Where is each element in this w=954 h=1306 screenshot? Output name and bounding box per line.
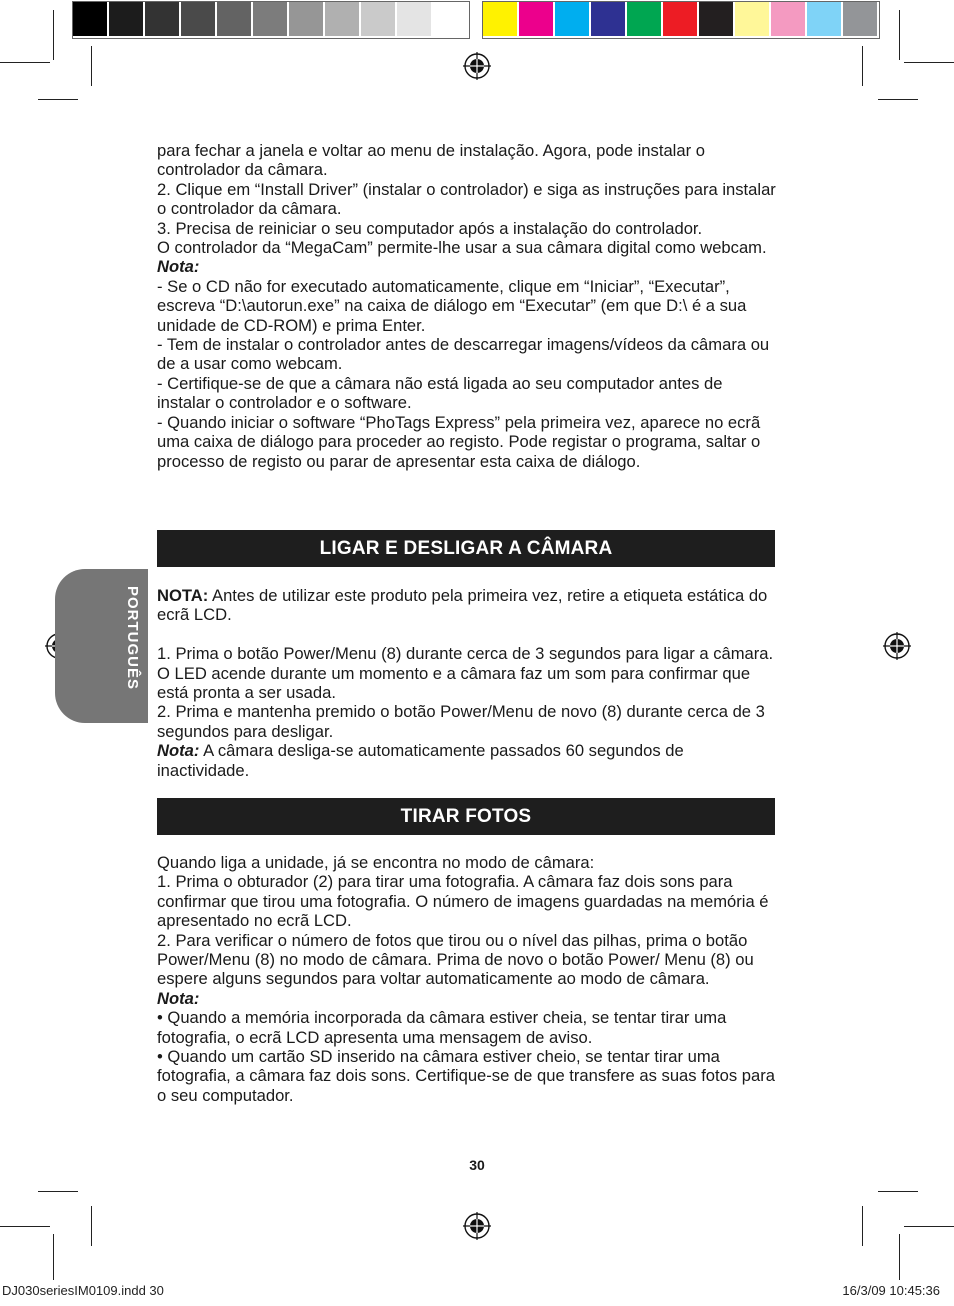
- gray-swatch: [361, 2, 395, 36]
- section-power-text: [157, 586, 777, 780]
- note-label: Nota:: [157, 988, 200, 1008]
- crop-mark: [0, 62, 50, 63]
- color-swatch: [807, 2, 841, 36]
- crop-mark: [899, 10, 900, 60]
- crop-mark: [53, 10, 54, 60]
- paragraph: - Se o CD não for executado automaticamente, clique em “Iniciar”, “Executar”, escreva “D:\autorun.exe” na caixa de diálogo em “Executar” (em que D:\ é a sua unidade de CD-ROM) e prima Enter.: [157, 276, 747, 335]
- gray-swatch: [325, 2, 359, 36]
- paragraph: - Tem de instalar o controlador antes de descarregar imagens/vídeos da câmara ou de a usar como webcam.: [157, 335, 770, 374]
- color-swatch: [483, 2, 517, 36]
- note-label: Nota:: [157, 741, 200, 761]
- section-heading-power: LIGAR E DESLIGAR A CÂMARA: [157, 530, 775, 567]
- gray-swatch: [397, 2, 431, 36]
- registration-mark-icon: [463, 52, 491, 80]
- note-label: Nota:: [157, 257, 200, 277]
- crop-mark: [899, 1234, 900, 1280]
- paragraph: 2. Prima e mantenha premido o botão Power/Menu de novo (8) durante cerca de 3 segundos para desligar.: [157, 702, 765, 741]
- color-calibration-bar: [482, 1, 880, 39]
- color-swatch: [843, 2, 877, 36]
- grayscale-calibration-bar: [72, 1, 470, 39]
- color-swatch: [699, 2, 733, 36]
- paragraph: para fechar a janela e voltar ao menu de instalação. Agora, pode instalar o controlador da câmara.: [157, 141, 705, 180]
- crop-mark: [38, 99, 78, 100]
- crop-mark: [904, 1226, 954, 1227]
- crop-mark: [878, 99, 918, 100]
- section-photos-text: [157, 853, 777, 1105]
- paragraph: 3. Precisa de reiniciar o seu computador após a instalação do controlador.: [157, 218, 703, 238]
- gray-swatch: [217, 2, 251, 36]
- paragraph: • Quando a memória incorporada da câmara estiver cheia, se tentar tirar uma fotografia, o ecrã LCD apresenta uma mensagem de aviso.: [157, 1008, 727, 1047]
- section-heading-photos: TIRAR FOTOS: [157, 798, 775, 835]
- crop-mark: [0, 1226, 50, 1227]
- paragraph: - Quando iniciar o software “PhoTags Express” pela primeira vez, aparece no ecrã uma caixa de diálogo para proceder ao registo. Pode registar o programa, saltar o processo de registo ou parar de apresentar esta caixa de diálogo.: [157, 412, 761, 471]
- crop-mark: [91, 46, 92, 86]
- footer-filename: DJ030seriesIM0109.indd 30: [2, 1283, 164, 1298]
- paragraph: - Certifique-se de que a câmara não está ligada ao seu computador antes de instalar o controlador e o software.: [157, 373, 723, 413]
- nota-text: Antes de utilizar este produto pela primeira vez, retire a etiqueta estática do ecrã LCD.: [157, 586, 768, 625]
- gray-swatch: [289, 2, 323, 36]
- page-number: 30: [469, 1157, 485, 1173]
- paragraph: • Quando um cartão SD inserido na câmara estiver cheio, se tentar tirar uma fotografia, a câmara faz dois sons. Certifique-se de que transfere as suas fotos para o seu computador.: [157, 1047, 775, 1105]
- crop-mark: [53, 1234, 54, 1280]
- crop-mark: [862, 1206, 863, 1246]
- crop-mark: [862, 46, 863, 86]
- paragraph: 1. Prima o botão Power/Menu (8) durante cerca de 3 segundos para ligar a câmara. O LED acende durante um momento e a câmara faz um som para confirmar que está pronta a ser usada.: [157, 644, 774, 703]
- crop-mark: [904, 62, 954, 63]
- language-side-tab-label: PORTUGUÊS: [124, 586, 141, 691]
- color-swatch: [555, 2, 589, 36]
- color-swatch: [627, 2, 661, 36]
- crop-mark: [91, 1206, 92, 1246]
- color-swatch: [735, 2, 769, 36]
- registration-mark-icon: [883, 632, 911, 660]
- gray-swatch: [73, 2, 107, 36]
- gray-swatch: [109, 2, 143, 36]
- gray-swatch: [145, 2, 179, 36]
- crop-mark: [38, 1191, 78, 1192]
- paragraph: 1. Prima o obturador (2) para tirar uma fotografia. A câmara faz dois sons para confirmar que tirou uma fotografia. O número de imagens guardadas na memória é apresentado no ecrã LCD.: [157, 872, 769, 931]
- gray-swatch: [433, 2, 467, 36]
- color-swatch: [663, 2, 697, 36]
- note-text: A câmara desliga-se automaticamente passados 60 segundos de inactividade.: [157, 741, 684, 780]
- intro-text: [157, 141, 777, 471]
- paragraph: O controlador da “MegaCam” permite-lhe usar a sua câmara digital como webcam.: [157, 238, 767, 258]
- registration-mark-icon: [463, 1212, 491, 1240]
- color-swatch: [519, 2, 553, 36]
- color-swatch: [771, 2, 805, 36]
- paragraph: Quando liga a unidade, já se encontra no modo de câmara:: [157, 853, 595, 872]
- color-swatch: [591, 2, 625, 36]
- paragraph: 2. Para verificar o número de fotos que tirou ou o nível das pilhas, prima o botão Power/Menu (8) no modo de câmara. Prima de novo o botão Power/ Menu (8) ou espere alguns segundos para voltar automaticamente ao modo de câmara.: [157, 930, 754, 989]
- footer-timestamp: 16/3/09 10:45:36: [842, 1283, 940, 1298]
- nota-label: NOTA:: [157, 586, 209, 605]
- gray-swatch: [181, 2, 215, 36]
- paragraph: 2. Clique em “Install Driver” (instalar o controlador) e siga as instruções para instalar o controlador da câmara.: [157, 179, 776, 219]
- crop-mark: [878, 1191, 918, 1192]
- gray-swatch: [253, 2, 287, 36]
